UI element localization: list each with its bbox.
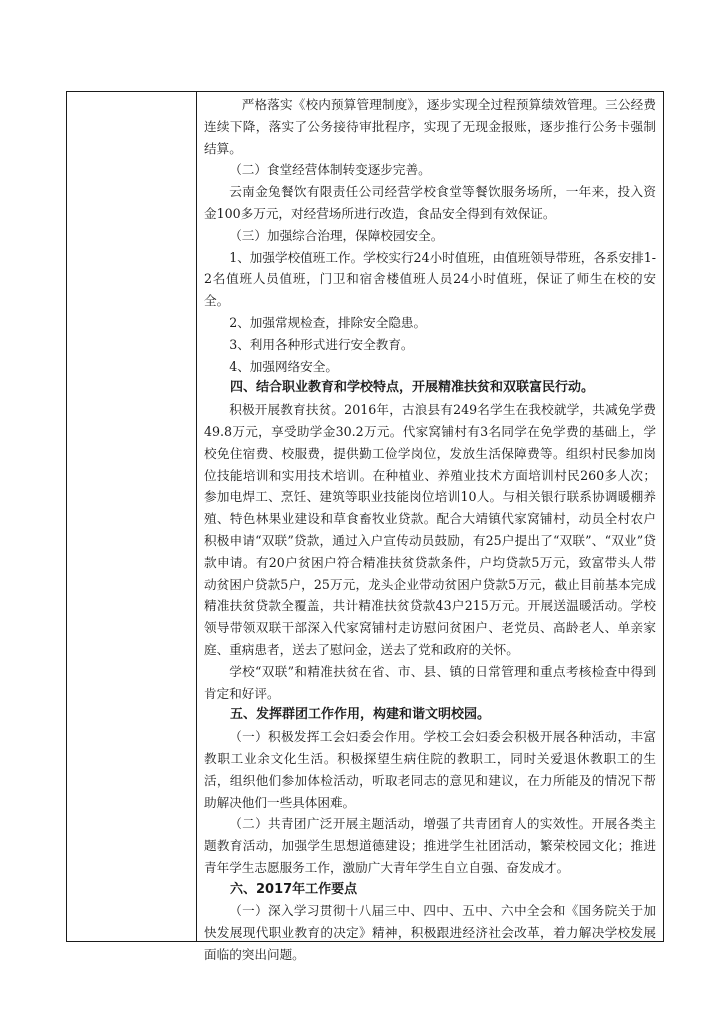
paragraph: 学校“双联”和精准扶贫在省、市、县、镇的日常管理和重点考核检查中得到肯定和好评。 [204,663,656,701]
paragraph: 1、加强学校值班工作。学校实行24小时值班，由值班领导带班，各系安排1-2名值班人员值班，门卫和宿舍楼值班人员24小时值班，保证了师生在校的安全。 [204,249,656,309]
paragraph: 云南金兔餐饮有限责任公司经营学校食堂等餐饮服务场所，一年来，投入资金100多万元，对经营场所进行改造，食品安全得到有效保证。 [204,184,656,221]
paragraph: （二）共青团广泛开展主题活动，增强了共青团育人的实效性。开展各类主题教育活动，加强学生思想道德建设；推进学生社团活动，繁荣校园文化；推进青年学生志愿服务工作，激励广大青年学生自立自强、奋发成才。 [204,816,656,875]
section-heading: 四、结合职业教育和学校特点，开展精准扶贫和双联富民行动。 [230,380,595,396]
paragraph: （三）加强综合治理，保障校园安全。 [229,227,444,243]
paragraph: 3、利用各种形式进行安全教育。 [229,336,414,352]
document-body [204,94,656,966]
table-column-divider [196,91,197,942]
paragraph: 严格落实《校内预算管理制度》，逐步实现全过程预算绩效管理。三公经费连续下降，落实了公务接待审批程序，实现了无现金报账，逐步推行公务卡强制结算。 [204,97,656,156]
paragraph: （二）食堂经营体制转变逐步完善。 [229,162,431,178]
paragraph: （一）深入学习贯彻十八届三中、四中、五中、六中全会和《国务院关于加快发展现代职业教育的决定》精神，积极跟进经济社会改革，着力解决学校发展面临的突出问题。 [204,903,656,963]
section-heading: 五、发挥群团工作作用，构建和谐文明校园。 [230,707,491,723]
section-heading: 六、2017年工作要点 [230,881,358,897]
paragraph: 4、加强网络安全。 [229,358,338,374]
paragraph: 2、加强常规检查，排除安全隐患。 [229,314,427,330]
paragraph: （一）积极发挥工会妇委会作用。学校工会妇委会积极开展各种活动，丰富教职工业余文化生活。积极探望生病住院的教职工，同时关爱退休教职工的生活，组织他们参加体检活动，听取老同志的意见和建议，在力所能及的情况下帮助解决他们一些具体困难。 [204,729,656,810]
paragraph: 积极开展教育扶贫。2016年，古浪县有249名学生在我校就学，共减免学费49.8万元，享受助学金30.2万元。代家窝铺村有3名同学在免学费的基础上，学校免住宿费、校服费，提供勤工俭学岗位，发放生活保障费等。组织村民参加岗位技能培训和实用技术培训。在种植业、养殖业技术方面培训村民260多人次；参加电焊工、烹饪、建筑等职业技能岗位培训10人。与相关银行联系协调暖棚养殖、特色林果业建设和草食畜牧业贷款。配合大靖镇代家窝铺村，动员全村农户积极申请“双联”贷款，通过入户宣传动员鼓励，有25户提出了“双联”、“双业”贷款申请。有20户贫困户符合精准扶贫贷款条件，户均贷款5万元，致富带头人带动贫困户贷款5户，25万元，龙头企业带动贫困户贷款5万元，截止目前基本完成精准扶贫贷款全覆盖，共计精准扶贫贷款43户215万元。开展送温暖活动。学校领导带领双联干部深入代家窝铺村走访慰问贫困户、老党员、高龄老人、单亲家庭、重病患者，送去了慰问金，送去了党和政府的关怀。 [204,402,656,657]
